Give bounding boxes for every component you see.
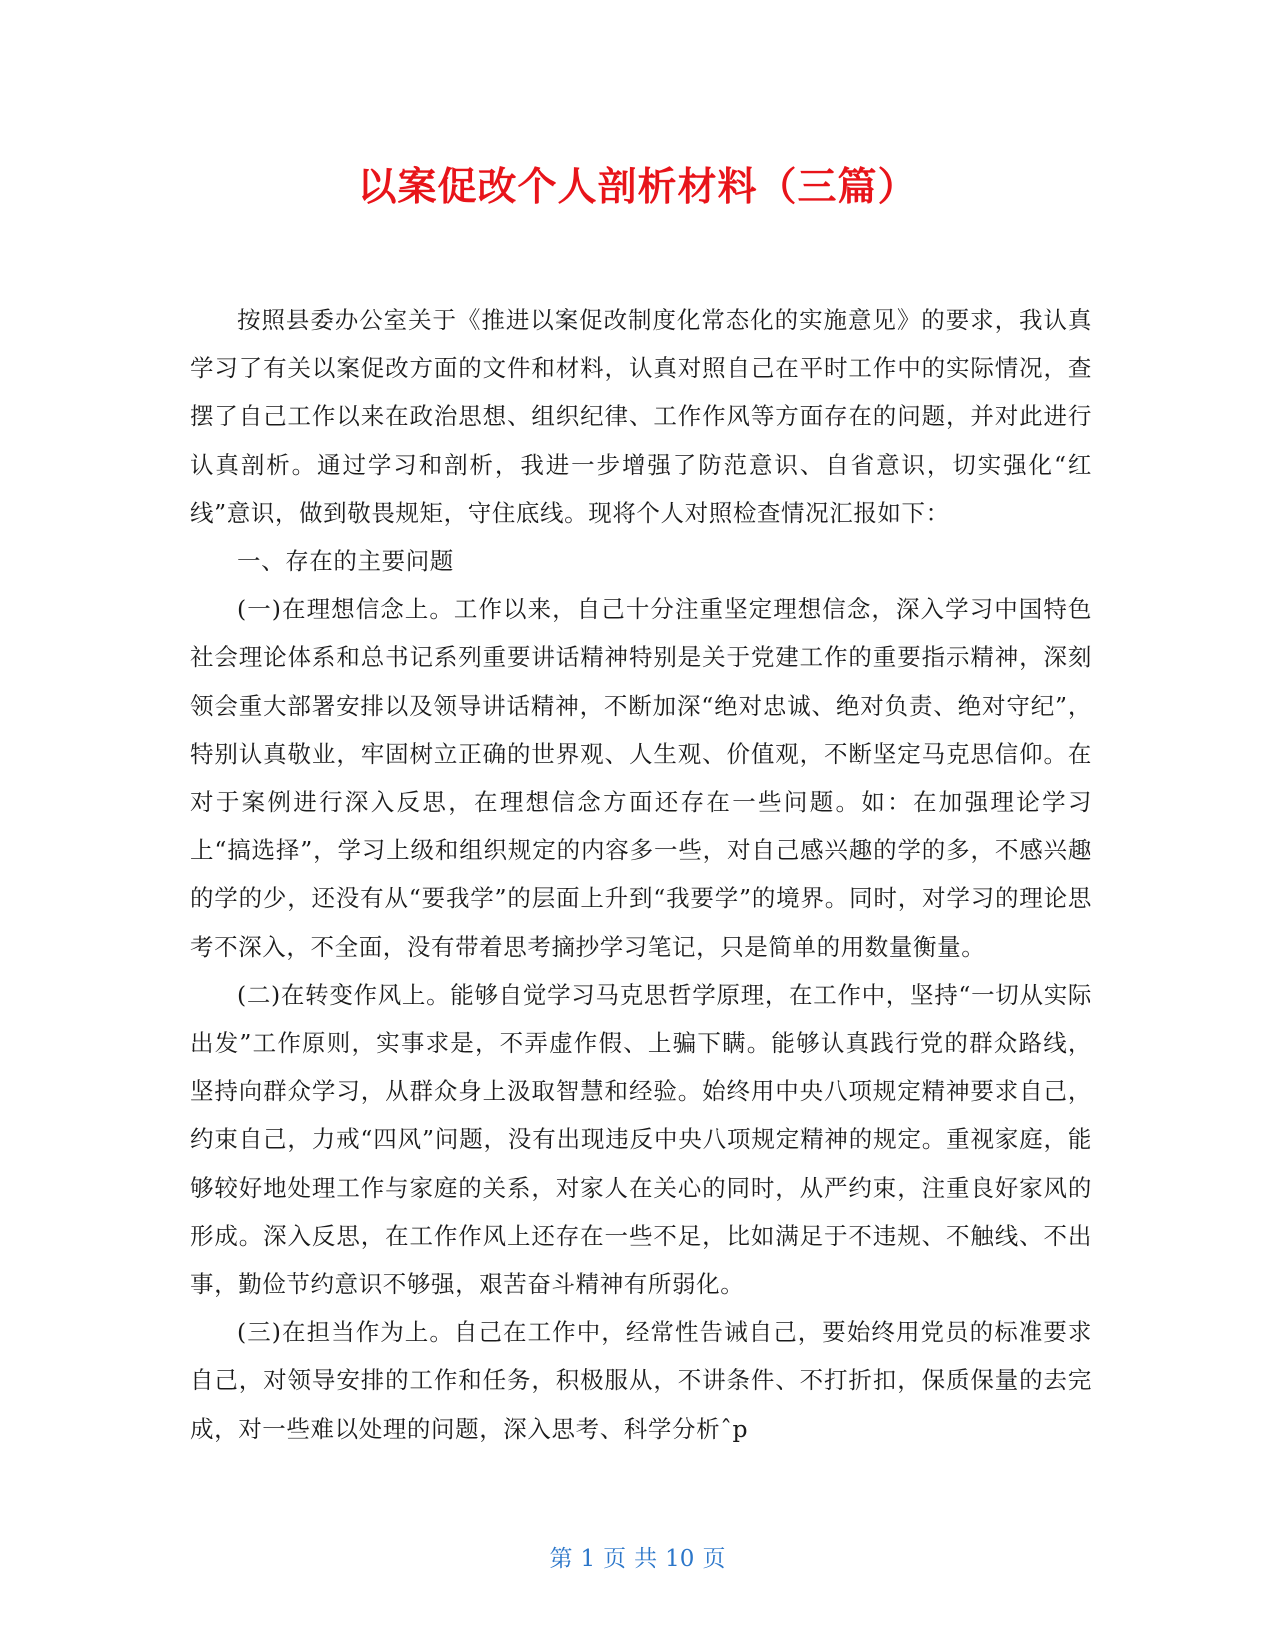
section-heading: 一、存在的主要问题: [237, 547, 454, 576]
footer-di: 第: [549, 1546, 573, 1572]
footer-total-pages: 10: [665, 1546, 695, 1572]
document-title: 以案促改个人剖析材料（三篇）: [357, 165, 918, 210]
footer-ye2: 页: [702, 1546, 726, 1572]
paragraph-responsibility: (三)在担当作为上。自己在工作中，经常性告诫自己，要始终用党员的标准要求自己，对领导安排的工作和任务，积极服从，不讲条件、不打折扣，保质保量的去完成，对一些难以处理的问题，深入思考、科学分析ˆp: [190, 1318, 1092, 1443]
page-footer: [0, 1544, 1275, 1574]
paragraph-intro: 按照县委办公室关于《推进以案促改制度化常态化的实施意见》的要求，我认真学习了有关以案促改方面的文件和材料，认真对照自己在平时工作中的实际情况，查摆了自己工作以来在政治思想、组织纪律、工作作风等方面存在的问题，并对此进行认真剖析。通过学习和剖析，我进一步增强了防范意识、自省意识，切实强化“红线”意识，做到敬畏规矩，守住底线。现将个人对照检查情况汇报如下：: [190, 306, 1092, 527]
footer-current-page: 1: [580, 1546, 596, 1572]
footer-ye: 页: [603, 1546, 627, 1572]
paragraph-ideals: (一)在理想信念上。工作以来，自己十分注重坚定理想信念，深入学习中国特色社会理论体系和总书记系列重要讲话精神特别是关于党建工作的重要指示精神，深刻领会重大部署安排以及领导讲话精神，不断加深“绝对忠诚、绝对负责、绝对守纪”，特别认真敬业，牢固树立正确的世界观、人生观、价值观，不断坚定马克思信仰。在对于案例进行深入反思，在理想信念方面还存在一些问题。如：在加强理论学习上“搞选择”，学习上级和组织规定的内容多一些，对自己感兴趣的学的多，不感兴趣的学的少，还没有从“要我学”的层面上升到“我要学”的境界。同时，对学习的理论思考不深入，不全面，没有带着思考摘抄学习笔记，只是简单的用数量衡量。: [190, 595, 1092, 961]
document-body: [190, 296, 1092, 1453]
footer-gong: 共: [634, 1546, 658, 1572]
paragraph-style: (二)在转变作风上。能够自觉学习马克思哲学原理，在工作中，坚持“一切从实际出发”工作原则，实事求是，不弄虚作假、上骗下瞒。能够认真践行党的群众路线，坚持向群众学习，从群众身上汲取智慧和经验。始终用中央八项规定精神要求自己，约束自己，力戒“四风”问题，没有出现违反中央八项规定精神的规定。重视家庭，能够较好地处理工作与家庭的关系，对家人在关心的同时，从严约束，注重良好家风的形成。深入反思，在工作作风上还存在一些不足，比如满足于不违规、不触线、不出事，勤俭节约意识不够强，艰苦奋斗精神有所弱化。: [190, 980, 1092, 1299]
